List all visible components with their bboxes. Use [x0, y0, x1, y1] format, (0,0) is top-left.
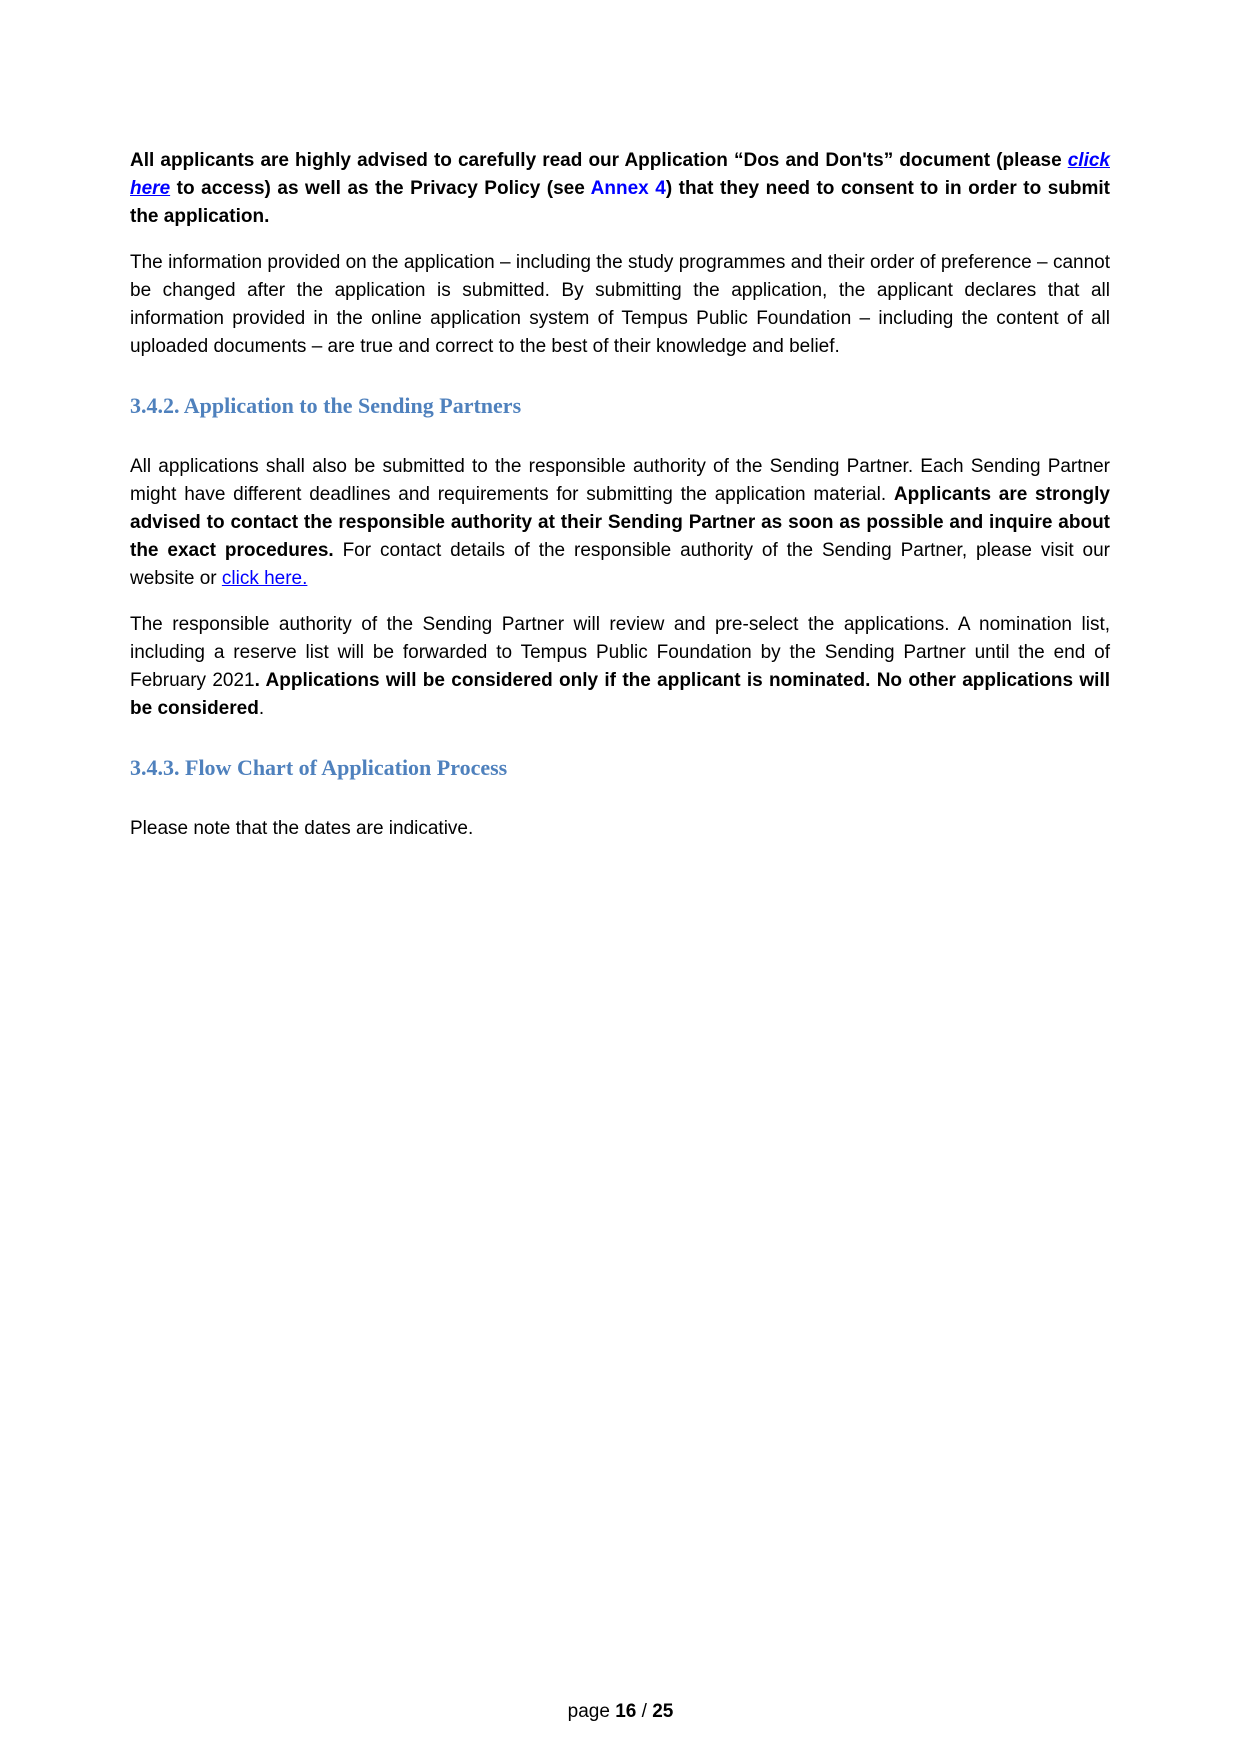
- paragraph-information-not-changeable: [130, 249, 1110, 361]
- document-content: [130, 0, 1110, 843]
- page-footer: [0, 1698, 1241, 1726]
- contact-details-click-here-link[interactable]: click here.: [221, 568, 308, 589]
- footer-page-label: page: [567, 1701, 616, 1722]
- text-run: ) that they need to consent to in order to submit the application.: [130, 178, 1111, 227]
- section-heading-3-4-3: 3.4.3. Flow Chart of Application Process: [130, 755, 508, 780]
- text-run: .: [258, 698, 265, 719]
- text-run-bold: . Applications will be considered only if the applicant is nominated. No other applications will be considered: [130, 670, 1110, 719]
- footer-current-page-number: 16: [615, 1701, 637, 1722]
- text-run: All applications shall also be submitted to the responsible authority of the Sending Partner. Each Sending Partner might have different deadlines and requirements for submitting the application material.: [130, 456, 1110, 505]
- section-heading-3-4-2: 3.4.2. Application to the Sending Partners: [130, 393, 522, 418]
- text-run: to access) as well as the Privacy Policy (see: [170, 178, 591, 199]
- paragraph-dos-donts-advice: [130, 147, 1110, 231]
- paragraph-nomination-list: [130, 611, 1110, 723]
- text-run: The information provided on the application – including the study programmes and their order of preference – cannot be changed after the application is submitted. By submitting the application, the applicant declares that all information provided in the online application system of Tempus Public Foundation – including the content of all uploaded documents – are true and correct to the best of their knowledge and belief.: [130, 252, 1110, 357]
- annex-4-reference-link[interactable]: Annex 4: [590, 178, 666, 199]
- paragraph-sending-partner-submission: [130, 453, 1110, 593]
- text-run: All applicants are highly advised to carefully read our Application “Dos and Don'ts” document (please: [130, 150, 1068, 171]
- text-run: For contact details of the responsible authority of the Sending Partner, please visit our website or: [130, 540, 1110, 589]
- text-run: The responsible authority of the Sending Partner will review and pre-select the applications. A nomination list, including a reserve list will be forwarded to Tempus Public Foundation by the Sending Partner until the end of February 2021: [130, 614, 1110, 691]
- text-run: Please note that the dates are indicative.: [130, 818, 474, 839]
- footer-total-page-number: 25: [652, 1701, 674, 1722]
- text-run-bold: Applicants are strongly advised to contact the responsible authority at their Sending Partner as soon as possible and inquire about the exact procedures.: [130, 484, 1111, 561]
- paragraph-dates-indicative: [130, 815, 1110, 843]
- footer-separator: /: [636, 1701, 653, 1722]
- dos-donts-click-here-link[interactable]: click here: [130, 150, 1110, 199]
